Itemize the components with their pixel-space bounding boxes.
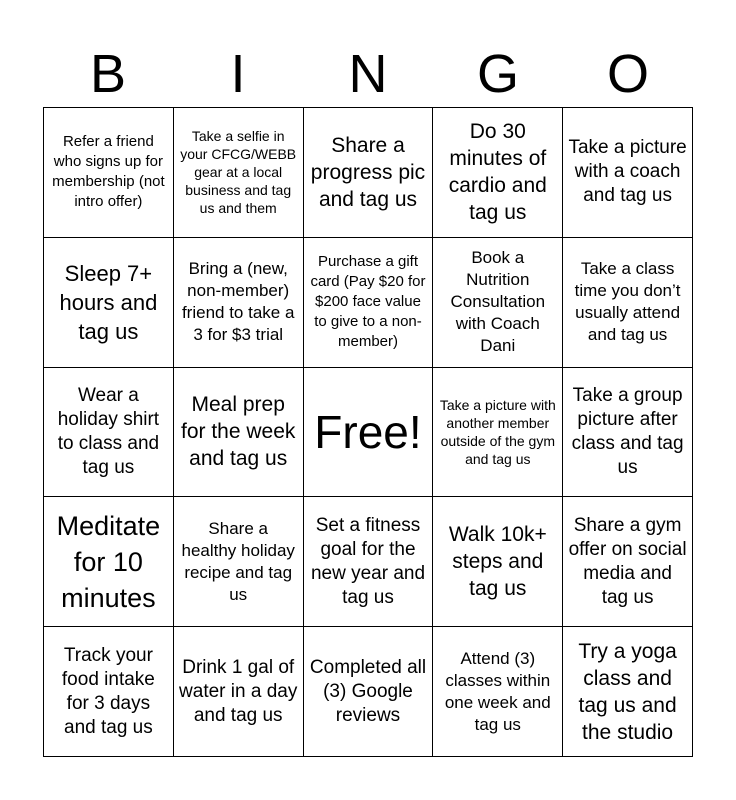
bingo-cell xyxy=(174,627,304,757)
bingo-cell xyxy=(563,238,693,368)
cell-text: Meal prep for the week and tag us xyxy=(180,393,296,471)
bingo-cell xyxy=(563,627,693,757)
bingo-cell xyxy=(563,368,693,498)
header-letter-o: O xyxy=(606,44,649,104)
cell-text: Purchase a gift card (Pay $20 for $200 face value to give to a non-member) xyxy=(310,253,426,351)
header-letter-g: G xyxy=(476,44,519,104)
cell-text: Meditate for 10 minutes xyxy=(56,510,161,613)
bingo-cell xyxy=(174,238,304,368)
cell-text: Completed all (3) Google reviews xyxy=(309,656,427,726)
cell-text: Take a class time you don’t usually attend and tag us xyxy=(574,259,681,345)
bingo-cell xyxy=(433,368,563,498)
bingo-cell xyxy=(563,497,693,627)
bingo-cell xyxy=(44,368,174,498)
cell-text: Wear a holiday shirt to class and tag us xyxy=(57,384,160,478)
bingo-cell xyxy=(44,497,174,627)
bingo-cell xyxy=(304,497,434,627)
header-letter-n: N xyxy=(348,44,388,104)
header-letter-b: B xyxy=(89,44,127,104)
cell-text: Take a selfie in your CFCG/WEBB gear at a local business and tag us and them xyxy=(180,128,297,217)
cell-text: Track your food intake for 3 days and tag us xyxy=(61,644,155,738)
bingo-cell xyxy=(433,238,563,368)
bingo-cell xyxy=(433,497,563,627)
cell-text: Drink 1 gal of water in a day and tag us xyxy=(179,656,298,726)
cell-text: Take a picture with another member outside of the gym and tag us xyxy=(439,396,556,467)
bingo-cell xyxy=(44,238,174,368)
bingo-grid xyxy=(43,107,693,757)
bingo-cell xyxy=(304,108,434,238)
free-cell xyxy=(304,368,434,498)
header-letter-i: I xyxy=(230,44,246,104)
bingo-cell xyxy=(44,627,174,757)
bingo-cell xyxy=(433,627,563,757)
bingo-cell xyxy=(563,108,693,238)
bingo-cell xyxy=(433,108,563,238)
cell-text: Book a Nutrition Consultation with Coach Dani xyxy=(450,248,546,356)
cell-text: Do 30 minutes of cardio and tag us xyxy=(448,120,547,225)
bingo-header xyxy=(43,42,693,106)
bingo-cell xyxy=(44,108,174,238)
cell-text: Set a fitness goal for the new year and tag us xyxy=(310,514,426,608)
cell-text: Take a picture with a coach and tag us xyxy=(568,137,687,207)
bingo-cell xyxy=(304,238,434,368)
cell-text: Take a group picture after class and tag us xyxy=(571,384,684,478)
free-cell-text: Free! xyxy=(314,405,422,458)
cell-text: Try a yoga class and tag us and the studio xyxy=(578,639,677,744)
cell-text: Share a gym offer on social media and tag us xyxy=(568,514,687,608)
cell-text: Attend (3) classes within one week and tag us xyxy=(444,648,551,734)
cell-text: Refer a friend who signs up for membership (not intro offer) xyxy=(52,133,165,211)
cell-text: Sleep 7+ hours and tag us xyxy=(59,260,158,344)
cell-text: Walk 10k+ steps and tag us xyxy=(448,523,547,601)
bingo-cell xyxy=(174,497,304,627)
bingo-cell xyxy=(174,368,304,498)
cell-text: Bring a (new, non-member) friend to take a 3 for $3 trial xyxy=(181,259,295,345)
cell-text: Share a healthy holiday recipe and tag us xyxy=(181,518,295,604)
cell-text: Share a progress pic and tag us xyxy=(310,133,426,211)
bingo-cell xyxy=(174,108,304,238)
bingo-cell xyxy=(304,627,434,757)
